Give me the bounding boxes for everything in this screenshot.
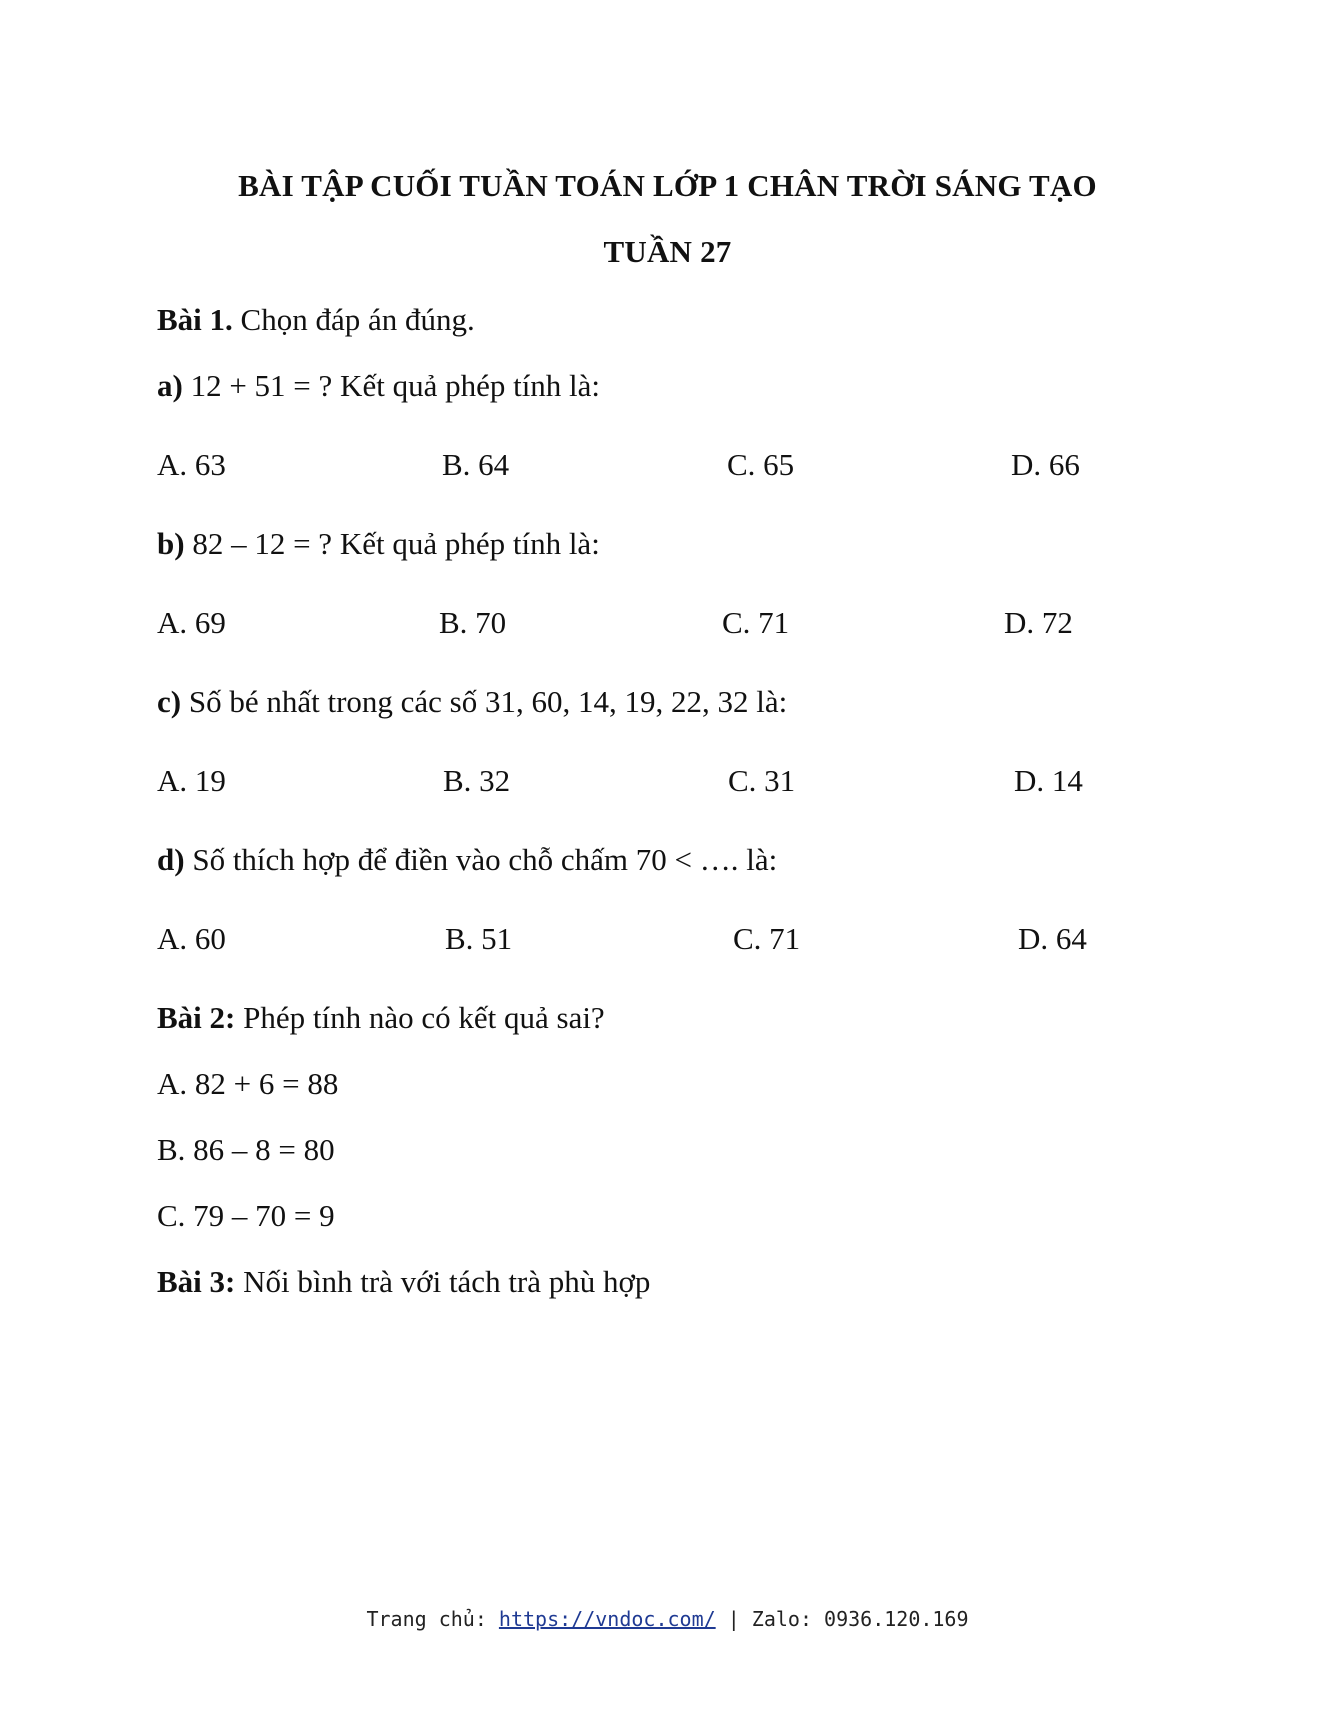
question-b (157, 526, 600, 562)
question-c-label: c) (157, 684, 182, 719)
question-d-text: Số thích hợp để điền vào chỗ chấm 70 < …. là: (184, 842, 778, 877)
exercise-2-option-A: A. 82 + 6 = 88 (157, 1066, 339, 1101)
exercise-3-text: Nối bình trà với tách trà phù hợp (235, 1264, 651, 1299)
exercise-3-label: Bài 3: (157, 1264, 236, 1299)
footer-contact: | Zalo: 0936.120.169 (715, 1607, 969, 1631)
exercise-2-label: Bài 2: (157, 1000, 236, 1035)
question-a-label: a) (157, 368, 183, 403)
option-d-C: C. 71 (733, 921, 801, 956)
question-a-options (157, 447, 1157, 487)
option-b-B: B. 70 (439, 605, 507, 640)
option-c-B: B. 32 (443, 763, 511, 798)
question-c-options (157, 763, 1157, 803)
option-b-D: D. 72 (1004, 605, 1073, 640)
exercise-1-label: Bài 1. (157, 302, 233, 337)
option-a-D: D. 66 (1011, 447, 1080, 482)
footer-prefix: Trang chủ: (366, 1607, 499, 1631)
option-a-B: B. 64 (442, 447, 510, 482)
page-footer (0, 1607, 1335, 1631)
question-b-text: 82 – 12 = ? Kết quả phép tính là: (184, 526, 600, 561)
document-title: BÀI TẬP CUỐI TUẦN TOÁN LỚP 1 CHÂN TRỜI SÁNG TẠO (238, 168, 1097, 203)
question-c (157, 684, 787, 720)
question-b-label: b) (157, 526, 185, 561)
document-subtitle: TUẦN 27 (603, 234, 732, 269)
option-d-B: B. 51 (445, 921, 513, 956)
question-a-text: 12 + 51 = ? Kết quả phép tính là: (182, 368, 601, 403)
exercise-2-text: Phép tính nào có kết quả sai? (235, 1000, 605, 1035)
exercise-1-heading (157, 302, 475, 338)
footer-homepage-link[interactable]: https://vndoc.com/ (498, 1607, 716, 1631)
option-d-A: A. 60 (157, 921, 226, 956)
option-c-C: C. 31 (728, 763, 796, 798)
option-b-C: C. 71 (722, 605, 790, 640)
question-b-options (157, 605, 1157, 645)
option-a-C: C. 65 (727, 447, 795, 482)
question-c-text: Số bé nhất trong các số 31, 60, 14, 19, 22, 32 là: (181, 684, 788, 719)
exercise-2-option-C: C. 79 – 70 = 9 (157, 1198, 335, 1233)
exercise-2-option-B: B. 86 – 8 = 80 (157, 1132, 335, 1167)
question-a (157, 368, 600, 404)
option-d-D: D. 64 (1018, 921, 1087, 956)
exercise-3-heading (157, 1264, 650, 1300)
exercise-1-text: Chọn đáp án đúng. (232, 302, 475, 337)
question-d (157, 842, 777, 878)
option-c-D: D. 14 (1014, 763, 1083, 798)
option-c-A: A. 19 (157, 763, 226, 798)
exercise-2-heading (157, 1000, 605, 1036)
option-a-A: A. 63 (157, 447, 226, 482)
option-b-A: A. 69 (157, 605, 226, 640)
question-d-options (157, 921, 1157, 961)
question-d-label: d) (157, 842, 185, 877)
